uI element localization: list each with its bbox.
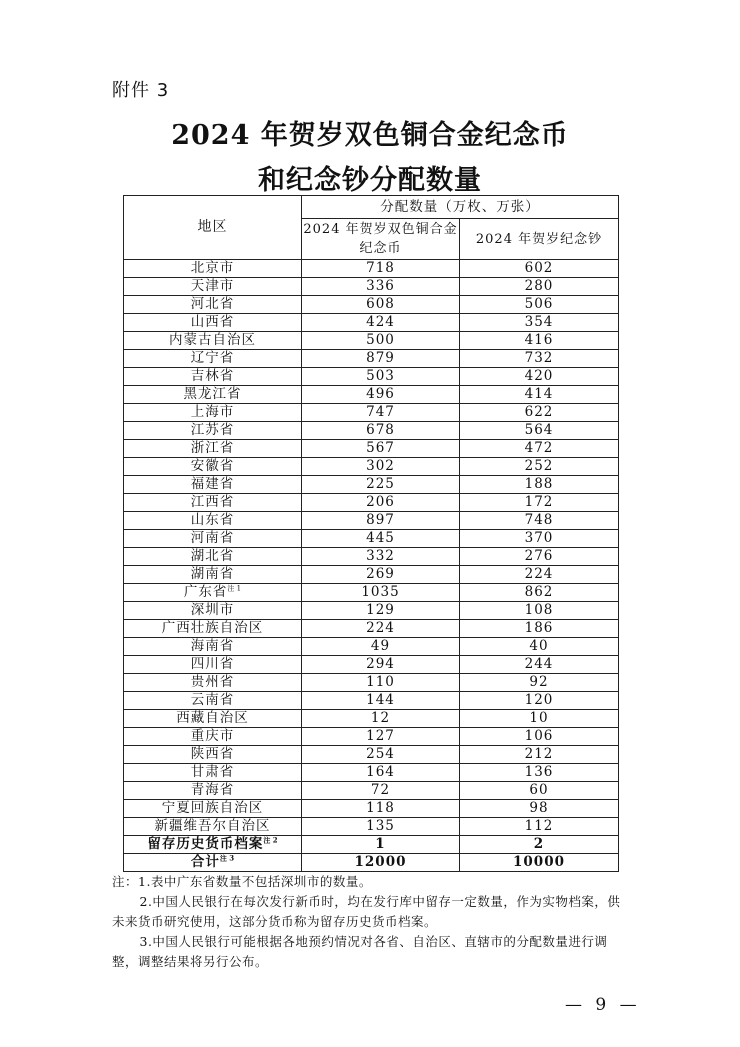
table-row bbox=[124, 548, 619, 566]
region-name: 云南省 bbox=[190, 692, 235, 708]
table-row bbox=[124, 764, 619, 782]
region-name: 湖南省 bbox=[190, 566, 235, 582]
region-name: 上海市 bbox=[190, 404, 235, 420]
coin-quantity-cell: 897 bbox=[302, 512, 460, 530]
banknote-quantity-cell: 212 bbox=[460, 746, 619, 764]
region-cell bbox=[124, 800, 302, 818]
table-row bbox=[124, 332, 619, 350]
banknote-quantity-cell: 10 bbox=[460, 710, 619, 728]
banknote-quantity-cell: 354 bbox=[460, 314, 619, 332]
table-body bbox=[124, 260, 619, 872]
coin-quantity-cell: 496 bbox=[302, 386, 460, 404]
region-cell bbox=[124, 332, 302, 350]
table-row bbox=[124, 782, 619, 800]
table-row bbox=[124, 440, 619, 458]
region-name: 合计 bbox=[190, 854, 220, 870]
coin-quantity-cell: 1 bbox=[302, 836, 460, 854]
coin-quantity-cell: 135 bbox=[302, 818, 460, 836]
banknote-quantity-cell: 602 bbox=[460, 260, 619, 278]
coin-quantity-cell: 608 bbox=[302, 296, 460, 314]
coin-quantity-cell: 879 bbox=[302, 350, 460, 368]
banknote-quantity-cell: 244 bbox=[460, 656, 619, 674]
region-cell bbox=[124, 494, 302, 512]
coin-quantity-cell: 567 bbox=[302, 440, 460, 458]
footnote-marker: 注 3 bbox=[219, 853, 235, 863]
banknote-quantity-cell: 188 bbox=[460, 476, 619, 494]
region-name: 陕西省 bbox=[190, 746, 235, 762]
banknote-quantity-cell: 472 bbox=[460, 440, 619, 458]
coin-quantity-cell: 225 bbox=[302, 476, 460, 494]
coin-quantity-cell: 336 bbox=[302, 278, 460, 296]
table-row bbox=[124, 404, 619, 422]
region-cell bbox=[124, 692, 302, 710]
banknote-quantity-cell: 506 bbox=[460, 296, 619, 314]
footnote-2: 2.中国人民银行在每次发行新币时，均在发行库中留存一定数量，作为实物档案，供未来货币研究使用，这部分货币称为留存历史货币档案。 bbox=[112, 894, 621, 929]
region-name: 广东省 bbox=[183, 584, 228, 600]
coin-quantity-cell: 164 bbox=[302, 764, 460, 782]
coin-quantity-cell: 49 bbox=[302, 638, 460, 656]
attachment-label: 附件 3 bbox=[112, 80, 170, 101]
table-row bbox=[124, 494, 619, 512]
table-row bbox=[124, 584, 619, 602]
coin-quantity-cell: 118 bbox=[302, 800, 460, 818]
region-name: 湖北省 bbox=[190, 548, 235, 564]
region-name: 河北省 bbox=[190, 296, 235, 312]
region-name: 西藏自治区 bbox=[176, 710, 249, 726]
region-name: 深圳市 bbox=[190, 602, 235, 618]
table-row bbox=[124, 692, 619, 710]
footnote-1: 注：1.表中广东省数量不包括深圳市的数量。 bbox=[112, 874, 372, 889]
header-distribution-quantity: 分配数量（万枚、万张） bbox=[302, 196, 619, 219]
table-row bbox=[124, 710, 619, 728]
region-name: 贵州省 bbox=[190, 674, 235, 690]
coin-quantity-cell: 424 bbox=[302, 314, 460, 332]
banknote-quantity-cell: 106 bbox=[460, 728, 619, 746]
coin-quantity-cell: 129 bbox=[302, 602, 460, 620]
banknote-quantity-cell: 862 bbox=[460, 584, 619, 602]
region-cell bbox=[124, 404, 302, 422]
table-row bbox=[124, 260, 619, 278]
table-row bbox=[124, 620, 619, 638]
footnote-marker: 注 1 bbox=[227, 584, 242, 593]
region-name: 江苏省 bbox=[190, 422, 235, 438]
banknote-quantity-cell: 252 bbox=[460, 458, 619, 476]
region-cell bbox=[124, 584, 302, 602]
region-cell bbox=[124, 260, 302, 278]
region-name: 四川省 bbox=[190, 656, 235, 672]
region-name: 河南省 bbox=[190, 530, 235, 546]
region-name: 甘肃省 bbox=[190, 764, 235, 780]
table-row bbox=[124, 278, 619, 296]
table-row bbox=[124, 854, 619, 872]
region-name: 浙江省 bbox=[190, 440, 235, 456]
coin-quantity-cell: 12000 bbox=[302, 854, 460, 872]
region-cell bbox=[124, 566, 302, 584]
region-cell bbox=[124, 296, 302, 314]
region-cell bbox=[124, 512, 302, 530]
banknote-quantity-cell: 420 bbox=[460, 368, 619, 386]
region-cell bbox=[124, 548, 302, 566]
coin-quantity-cell: 678 bbox=[302, 422, 460, 440]
footnote-marker: 注 2 bbox=[263, 835, 278, 845]
region-name: 山西省 bbox=[190, 314, 235, 330]
banknote-quantity-cell: 108 bbox=[460, 602, 619, 620]
region-cell bbox=[124, 620, 302, 638]
banknote-quantity-cell: 120 bbox=[460, 692, 619, 710]
region-name: 山东省 bbox=[190, 512, 235, 528]
region-cell bbox=[124, 638, 302, 656]
coin-quantity-cell: 72 bbox=[302, 782, 460, 800]
region-name: 安徽省 bbox=[190, 458, 235, 474]
banknote-quantity-cell: 276 bbox=[460, 548, 619, 566]
banknote-quantity-cell: 60 bbox=[460, 782, 619, 800]
footnote-3: 3.中国人民银行可能根据各地预约情况对各省、自治区、直辖市的分配数量进行调整，调整结果将另行公布。 bbox=[112, 934, 608, 969]
banknote-quantity-cell: 280 bbox=[460, 278, 619, 296]
coin-quantity-cell: 127 bbox=[302, 728, 460, 746]
table-row bbox=[124, 566, 619, 584]
coin-quantity-cell: 718 bbox=[302, 260, 460, 278]
region-name: 辽宁省 bbox=[190, 350, 235, 366]
table-row bbox=[124, 476, 619, 494]
region-cell bbox=[124, 350, 302, 368]
page-number: — 9 — bbox=[565, 995, 641, 1015]
region-name: 吉林省 bbox=[190, 368, 235, 384]
table-row bbox=[124, 656, 619, 674]
table-row bbox=[124, 674, 619, 692]
coin-quantity-cell: 302 bbox=[302, 458, 460, 476]
table-row bbox=[124, 638, 619, 656]
banknote-quantity-cell: 112 bbox=[460, 818, 619, 836]
banknote-quantity-cell: 136 bbox=[460, 764, 619, 782]
banknote-quantity-cell: 172 bbox=[460, 494, 619, 512]
banknote-quantity-cell: 416 bbox=[460, 332, 619, 350]
coin-quantity-cell: 1035 bbox=[302, 584, 460, 602]
banknote-quantity-cell: 414 bbox=[460, 386, 619, 404]
region-name: 内蒙古自治区 bbox=[169, 332, 256, 348]
table-row bbox=[124, 314, 619, 332]
header-coin: 2024 年贺岁双色铜合金纪念币 bbox=[302, 219, 460, 260]
table-row bbox=[124, 422, 619, 440]
banknote-quantity-cell: 92 bbox=[460, 674, 619, 692]
banknote-quantity-cell: 224 bbox=[460, 566, 619, 584]
coin-quantity-cell: 144 bbox=[302, 692, 460, 710]
region-name: 北京市 bbox=[190, 260, 235, 276]
table-row bbox=[124, 386, 619, 404]
coin-quantity-cell: 206 bbox=[302, 494, 460, 512]
banknote-quantity-cell: 370 bbox=[460, 530, 619, 548]
region-cell bbox=[124, 746, 302, 764]
coin-quantity-cell: 110 bbox=[302, 674, 460, 692]
region-cell bbox=[124, 674, 302, 692]
region-name: 天津市 bbox=[190, 278, 235, 294]
region-cell bbox=[124, 278, 302, 296]
table-row bbox=[124, 836, 619, 854]
coin-quantity-cell: 224 bbox=[302, 620, 460, 638]
coin-quantity-cell: 500 bbox=[302, 332, 460, 350]
region-cell bbox=[124, 854, 302, 872]
table-row bbox=[124, 728, 619, 746]
table-row bbox=[124, 512, 619, 530]
region-cell bbox=[124, 476, 302, 494]
coin-quantity-cell: 294 bbox=[302, 656, 460, 674]
coin-quantity-cell: 254 bbox=[302, 746, 460, 764]
banknote-quantity-cell: 98 bbox=[460, 800, 619, 818]
table-row bbox=[124, 746, 619, 764]
banknote-quantity-cell: 10000 bbox=[460, 854, 619, 872]
document-title-line-2: 和纪念钞分配数量 bbox=[258, 165, 482, 196]
table-row bbox=[124, 458, 619, 476]
region-name: 海南省 bbox=[190, 638, 235, 654]
table-row bbox=[124, 350, 619, 368]
region-name: 黑龙江省 bbox=[183, 386, 242, 402]
region-cell bbox=[124, 602, 302, 620]
table-row bbox=[124, 602, 619, 620]
table-row bbox=[124, 818, 619, 836]
document-title-line-1: 2024 年贺岁双色铜合金纪念币 bbox=[171, 120, 569, 151]
region-cell bbox=[124, 710, 302, 728]
region-name: 宁夏回族自治区 bbox=[161, 800, 264, 816]
header-area: 地区 bbox=[124, 196, 302, 260]
region-cell bbox=[124, 836, 302, 854]
region-cell bbox=[124, 656, 302, 674]
banknote-quantity-cell: 2 bbox=[460, 836, 619, 854]
region-name: 留存历史货币档案 bbox=[147, 836, 264, 852]
region-name: 广西壮族自治区 bbox=[161, 620, 264, 636]
region-cell bbox=[124, 530, 302, 548]
table-row bbox=[124, 530, 619, 548]
region-cell bbox=[124, 764, 302, 782]
region-cell bbox=[124, 368, 302, 386]
region-cell bbox=[124, 458, 302, 476]
banknote-quantity-cell: 40 bbox=[460, 638, 619, 656]
coin-quantity-cell: 269 bbox=[302, 566, 460, 584]
table-row bbox=[124, 368, 619, 386]
region-cell bbox=[124, 314, 302, 332]
coin-quantity-cell: 503 bbox=[302, 368, 460, 386]
region-cell bbox=[124, 422, 302, 440]
region-name: 新疆维吾尔自治区 bbox=[154, 818, 271, 834]
footnotes bbox=[112, 872, 632, 972]
region-name: 青海省 bbox=[190, 782, 235, 798]
region-name: 江西省 bbox=[190, 494, 235, 510]
coin-quantity-cell: 445 bbox=[302, 530, 460, 548]
banknote-quantity-cell: 186 bbox=[460, 620, 619, 638]
region-cell bbox=[124, 440, 302, 458]
banknote-quantity-cell: 732 bbox=[460, 350, 619, 368]
distribution-table bbox=[123, 195, 619, 872]
region-cell bbox=[124, 818, 302, 836]
region-name: 福建省 bbox=[190, 476, 235, 492]
region-cell bbox=[124, 728, 302, 746]
table-row bbox=[124, 296, 619, 314]
region-cell bbox=[124, 386, 302, 404]
table-row bbox=[124, 800, 619, 818]
banknote-quantity-cell: 622 bbox=[460, 404, 619, 422]
region-name: 重庆市 bbox=[190, 728, 235, 744]
coin-quantity-cell: 12 bbox=[302, 710, 460, 728]
region-cell bbox=[124, 782, 302, 800]
header-banknote: 2024 年贺岁纪念钞 bbox=[460, 219, 619, 260]
coin-quantity-cell: 332 bbox=[302, 548, 460, 566]
coin-quantity-cell: 747 bbox=[302, 404, 460, 422]
banknote-quantity-cell: 564 bbox=[460, 422, 619, 440]
banknote-quantity-cell: 748 bbox=[460, 512, 619, 530]
